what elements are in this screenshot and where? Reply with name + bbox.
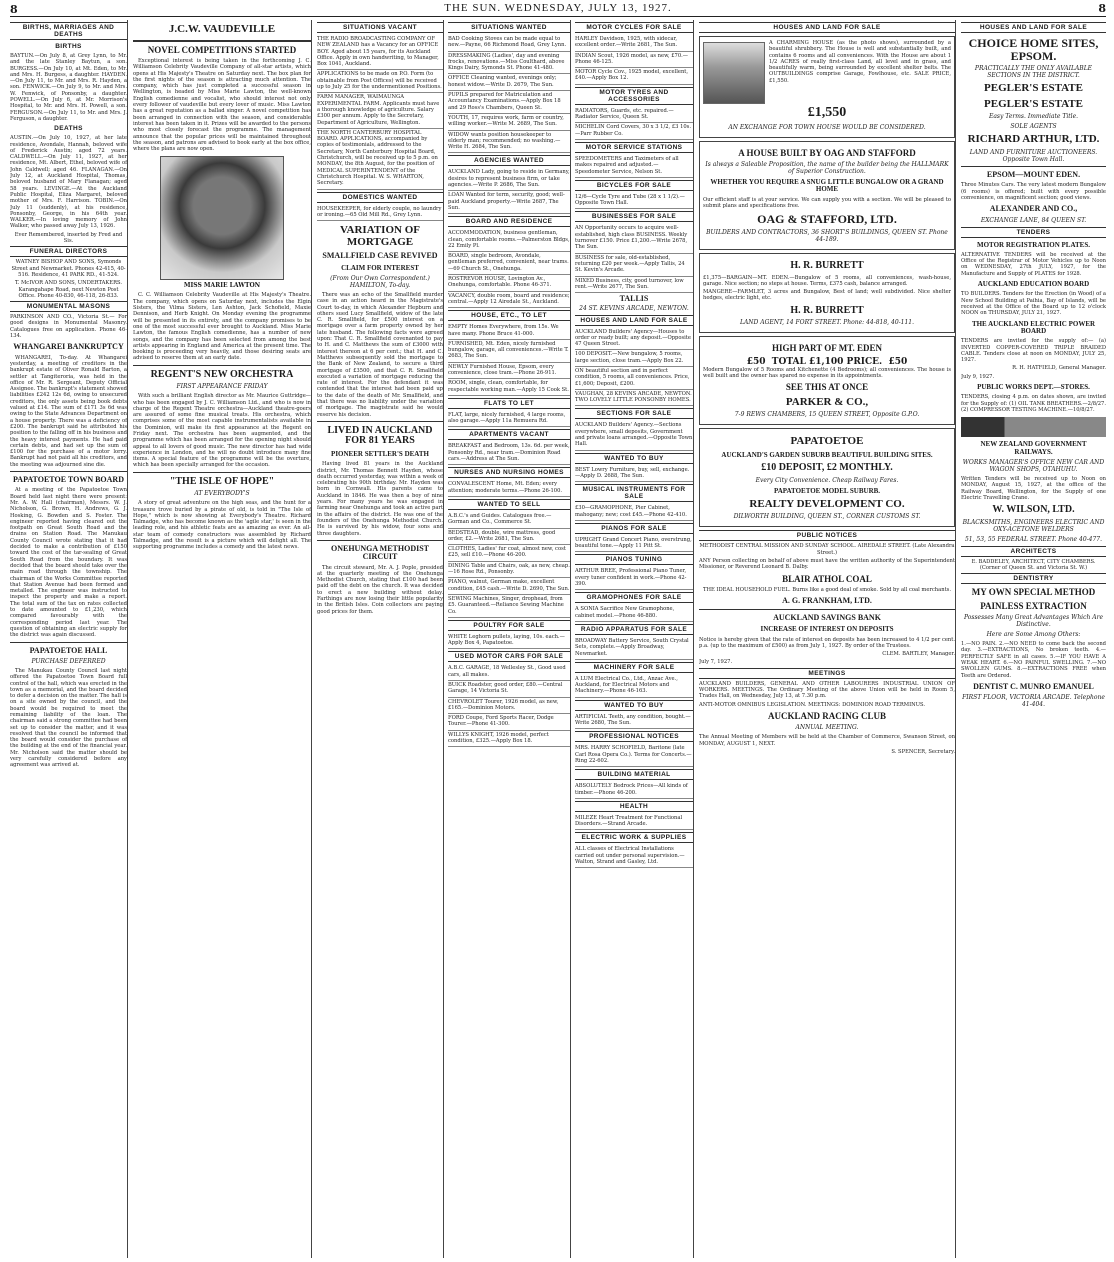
oag-address: BUILDERS AND CONTRACTORS, 36 SHORT'S BUILDINGS, QUEEN ST. Phone 44-189. <box>706 229 948 243</box>
column-real-estate <box>699 20 956 1258</box>
story-regent: With such a brilliant English director as Mr. Maurice Guttridge—who has been engaged by J. C. Williamson Ltd., and who is now in charge of the Regent Theatre orchestra—Auckland theatre-goers are assured of some fine musical treats. His orchestra, which comprises some of the most capable instrumentalists available in the Dominion, will make its first appearance at the Regent on Friday next. The orchestra has been augmented, and the programme which has been arranged for the opening night should appeal to all lovers of good music. The new director has had wide experience in London, and he will no doubt introduce many fine items. A special feature of the programme will be the overture, which has been specially arranged for the occasion. <box>133 393 311 469</box>
meeting-notice-1: AUCKLAND BUILDERS, GENERAL AND OTHER LABOURERS INDUSTRIAL UNION OF WORKERS. MEETINGS. The Ordinary Meeting of the above Union will be held in Room 5, Trades Hall, on Wednesday, July 13, at 7.30 p.m. <box>699 680 955 700</box>
classified-ad: HARLEY Davidson, 1925, with sidecar, excellent order.—Write 2681, The Sun. <box>575 35 693 52</box>
realty-address: DILWORTH BUILDING, QUEEN ST., CORNER CUSTOMS ST. <box>733 513 921 521</box>
story-whangarei: WHANGAREI, To-day. At Whangarei yesterday, a meeting of creditors in the bankrupt estate of Oliver Ronald Barton, a settler at Tangiteroria, was held in the office of Mr. R. Sergeant, Deputy Official Assignee. The bankrupt's statement showed liabilities £242 12s 6d, owing to unsecured creditors, the only assets being book debts valued at £14. The sum of £171 3s 6d was owing to the State Advances Department on a house property. There was a deficiency of £200. The bankrupt said he attributed his position to the falling off in his business and the heavy interest payments. He had paid certain debts, and had set up the sum of £100 for the purchase of a motor lorry. Bankrupt had not paid all his creditors, and the meeting was adjourned sine die. <box>10 354 127 468</box>
classified-ad: DINING Table and Chairs, oak, as new, cheap.—16 Rose Rd., Ponsonby. <box>448 562 570 579</box>
power-board-date: July 9, 1927. <box>961 373 995 380</box>
tuning-heading: PIANOS TUNING <box>575 554 693 565</box>
richard-arthur: RICHARD ARTHUR, LTD. <box>967 133 1100 146</box>
classified-ad: PIANO, walnut, German make, excellent condition, £45 cash.—Write D. 2690, The Sun. <box>448 578 570 595</box>
oag-body: Our efficient staff is at your service. We can supply you with a section. We will be pleased to submit plans and specifications free. <box>703 196 951 210</box>
classified-ad: NEWLY Furnished House, Epsom, every convenience, close tram.—Phone 26-911. <box>448 363 570 380</box>
wilson-name: W. WILSON, LTD. <box>992 504 1075 516</box>
in-memoriam: Ever Remembered, inserted by Fred and Sis. <box>14 231 123 245</box>
dental-list: 1.—NO PAIN. 2.—NO NEED to come back the second day. 3.—EXTRACTIONS, No broken teeth. 4.—PERFECTLY SAFE in all cases. 5.—IF YOU HAVE A WEAK HEART. 6.—NO PAINFUL SWELLING. 7.—NO SWOLLEN GUMS. 8.—EXTRACTIONS FREE when Teeth are Ordered. <box>961 641 1106 679</box>
subhead-isle-of-hope: AT EVERYBODY'S <box>194 490 250 498</box>
collector-notice: ANY Person collecting on behalf of above must have the written authority of the Superintendent Missioner, or Reverend Leonard B. Dalby. <box>699 558 955 571</box>
headline-isle-of-hope: "THE ISLE OF HOPE" <box>169 475 275 487</box>
headline-whangarei: WHANGAREI BANKRUPTCY <box>13 342 124 352</box>
education-heading: AUCKLAND EDUCATION BOARD <box>977 280 1090 289</box>
classified-ad: EMPTY Homes Everywhere, from 15s. We have many. Phone Bruce 41-000. <box>448 323 570 340</box>
classified-ad: FORD Coupe, Ford Sports Racer, Dodge Tourer.—Phone 41-300. <box>448 714 570 731</box>
charming-house-ad <box>699 36 955 138</box>
classified-ad: A SONIA Sacrifice New Gramophone, cabinet model.—Phone 46-880. <box>575 605 693 622</box>
classified-ad: SPEEDOMETERS and Taximeters of all makes repaired and adjusted.—Speedometer Service, Nelson St. <box>575 155 693 178</box>
classified-ad: BAD Cooking Stoves can be made equal to new.—Payne, 66 Richmond Road, Grey Lynn. <box>448 35 570 52</box>
dentist-address: FIRST FLOOR, VICTORIA ARCADE. Telephone 41-404. <box>962 694 1105 709</box>
burrett-address: LAND AGENT, 14 FORT STREET. Phone: 44-818, 40-111. <box>739 319 915 327</box>
classified-ad: MICHELIN Cord Covers, 30 x 3 1/2, £3 10s.—Parr Rubber Co. <box>575 123 693 140</box>
classified-ad: WHITE Leghorn pullets, laying, 10s. each.—Apply Box 4, Papatoetoe. <box>448 633 570 650</box>
column-classifieds-b <box>575 20 694 1258</box>
motor-cycles-heading: MOTOR CYCLES FOR SALE <box>575 22 693 33</box>
classified-ad: APPLICATIONS to be made on P.O. Form (to obtainable from Post Offices) will be received up to July 25 for the undermentioned Positions. <box>317 70 443 93</box>
classified-ad: BUICK Roadster, good order, £80.—Central Garage, 14 Victoria St. <box>448 681 570 698</box>
classified-ad: ACCOMMODATION, business gentleman, clean, comfortable rooms.—Palmerston Bldgs, 22 Emily Pl. <box>448 229 570 252</box>
public-works-heading: PUBLIC WORKS DEPT.—STORES. <box>977 383 1090 392</box>
funeral-heading: FUNERAL DIRECTORS <box>10 246 127 257</box>
burrett-name: H. R. BURRETT <box>790 260 864 271</box>
classified-ad: BEDSTEAD, double, wire mattress, good order, £2.—Write 2681, The Sun. <box>448 529 570 546</box>
papatoetoe-terms: £10 DEPOSIT, £2 MONTHLY. <box>761 462 893 474</box>
births-notices: BAYTUN.—On July 8, at Grey Lynn, to Mr. and the late Stanley Baytun, a son. BURGESS.—On July 10, at Mt. Eden, to Mr. and Mrs. H. Burgess, a daughter. HAYDEN.—On July 11, to Mr. and Mrs. R. Hayden, a son. FENWICK.—On July 9, to Mr. and Mrs. W. Fenwick, of Ponsonby, a daughter. POWELL.—On July 6, at Mr. Morrison's Hospital, to Mr. and Mrs. H. Powell, a son. FERGUSON.—On July 11, to Mr. and Mrs. J. Ferguson, a daughter. <box>10 53 127 122</box>
railways-body: Written Tenders will be received up to Noon on MONDAY, August 15, 1927, at the office of the Railway Board, Wellington, for the Supply of one Electric Travelling Crane. <box>961 475 1106 501</box>
column-births-deaths <box>10 20 128 1258</box>
column-vaudeville <box>133 20 312 1258</box>
savings-body: Notice is hereby given that the rate of interest on deposits has been increased to 4 1/2 per cent. p.a. (up to the maximum of £500) as from July 1, 1927. By order of the Trustees. <box>699 636 955 649</box>
burrett-listing-2: MANGERE—FARMLET, 3 acres and Bungalow, Best of land; well subdivided. Nice shelter hedges, electric light, etc. <box>703 289 951 302</box>
coal-name: A. G. FRANKHAM, LTD. <box>782 596 872 606</box>
alexander-address: EXCHANGE LANE, 84 QUEEN ST. <box>980 216 1087 224</box>
classified-ad: AN Opportunity occurs to acquire well-established, high class BUSINESS. Weekly turnover £150. Price £1,200.—Write 2678, The Sun. <box>575 224 693 253</box>
among-others: Here are Some Among Others: <box>986 631 1081 639</box>
sit-wanted-heading: SITUATIONS WANTED <box>448 22 570 33</box>
headline-jcw: J.C.W. VAUDEVILLE <box>168 23 276 35</box>
public-notices-heading: PUBLIC NOTICES <box>699 530 955 541</box>
pegler-terms: Easy Terms. Immediate Title. <box>988 113 1079 121</box>
coal-body: THE IDEAL HOUSEHOLD FUEL. Burns like a good deal of smoke. Sold by all coal merchants. <box>703 587 951 594</box>
savings-signature: CLEM. BARTLEY, Manager. <box>882 651 955 658</box>
choice-home-sites: CHOICE HOME SITES, EPSOM. <box>968 36 1099 63</box>
agencies-heading: AGENCIES WANTED <box>448 155 570 166</box>
total-price: TOTAL £1,100 PRICE. <box>771 356 883 367</box>
story-papatoetoe-board: At a meeting of the Papatoetoe Town Board held last night there were present: Mr. A. W. Hall (chairman), Messrs. W. J. Nicholson, G. Brown, H. Andrews, G. J. Hosking, G. Bowden and S. Foster. The engineer reported having cleared out the footpath on Great South Road and the drains on Station Road. The Manukau County Council wrote stating that it had decided to make a contribution of £150 toward the cost of the tar-sealing of Great South Road from the boundary. It was decided that the board should take over the main road through the township. The chairman of the Works Committee reported that Station Avenue had been formed and metalled. The engineer was instructed to inspect the property and make a report. The total sum of the tax on rates collected to date amounted to £1,230, which compared favourably with the corresponding period last year. The question of obtaining an electric supply for the district was again discussed. <box>10 487 127 639</box>
story-isle-of-hope: A story of great adventure on the high seas, and the hunt for a treasure trove buried by a pirate of old, is told in "The Isle of Hope," which is now showing at Everybody's Theatre. Richard Talmadge, who has become known as the 'agile star,' is seen in the leading role, and his athletic feats are as amazing as ever. An all-star team of comedy constructors was assembled by Richard Talmadge, and the result is a picture which will delight all. The supporting programme includes a comedy and the latest news. <box>133 500 311 551</box>
classified-ad: UPRIGHT Grand Concert Piano, overstrung, beautiful tone.—Apply 11 Pitt St. <box>575 536 693 553</box>
flats-heading: FLATS TO LET <box>448 398 570 409</box>
wanted-sell-heading: WANTED TO SELL <box>448 499 570 510</box>
dateline-mortgage: (From Our Own Correspondent.) HAMILTON, To-day. <box>330 274 430 289</box>
railways-subheading: WORKS MANAGER'S OFFICE NEW CAR AND WAGON SHOPS, OTAHUHU. <box>962 458 1105 473</box>
classified-ad: LOAN Wanted for term, security, good; well-paid Auckland property.—Write 2687, The Sun. <box>448 191 570 214</box>
classified-ad: 12/6—Cycle Tyre and Tube (28 x 1 1/2).—Opposite Town Hall. <box>575 193 693 210</box>
subhead-pioneer: PIONEER SETTLER'S DEATH <box>331 449 429 458</box>
subhead-regent: FIRST APPEARANCE FRIDAY <box>176 383 268 391</box>
papatoetoe-ad <box>699 428 955 527</box>
meetings-heading: MEETINGS <box>699 668 955 679</box>
oag-tagline: Is always a Saleable Proposition, the name of the builder being the HALLMARK of Superior Construction. <box>705 161 949 176</box>
oag-name: OAG & STAFFORD, LTD. <box>757 212 897 227</box>
column-notices <box>961 20 1106 1258</box>
radio-heading: RADIO APPARATUS FOR SALE <box>575 624 693 635</box>
story-papatoetoe-hall: The Manukau County Council last night offered the Papatoetoe Town Board full control of the hall, which was erected in the town as a memorial, and the board decided to defer a decision on the matter. The hall is on a site owned by the council, and the board would be required to meet the remaining liability of the loan. The chairman said a strong committee had been set up to consider the matter, and it was resolved that the council be informed that the board would consider the purchase of the building at the end of the financial year. Mr. Nicholson said the matter should be very carefully considered before any agreement was arrived at. <box>10 667 127 769</box>
sale-price: £1,550 <box>807 105 847 120</box>
gramophones-heading: GRAMOPHONES FOR SALE <box>575 592 693 603</box>
page-number-right: 8 <box>1098 2 1106 15</box>
racing-body: The Annual Meeting of Members will be held at the Chamber of Commerce, Swanson Street, on MONDAY, AUGUST 1, NEXT. <box>699 734 955 747</box>
building-heading: BUILDING MATERIAL <box>575 769 693 780</box>
education-body: TO BUILDERS. Tenders for the Erection (in Wood) of a New School Building at Paihia, Bay of Islands, will be received at the Office of the Board up to 12 o'clock NOON on THURSDAY, JULY 21, 1927. <box>961 291 1106 317</box>
classified-ad: VAUGHAN, 28 KEVINS ARCADE, NEWTON. TWO LOVELY LITTLE PONSONBY HOMES. <box>575 390 693 407</box>
houses-land-heading-2: HOUSES AND LAND FOR SALE <box>961 22 1106 33</box>
painless-extraction: PAINLESS EXTRACTION <box>980 600 1087 611</box>
story-pioneer: Having lived 81 years in the Auckland district, Mr. Thomas Bennett Hayden, whose death occurred yesterday, was within a week of celebrating his 90th birthday. Mr. Hayden was born in Cornwall. His parents came to Auckland in 1846. He was then a boy of nine years. For many years he was engaged in farming near Onehunga and took an active part in the affairs of the district. He was one of the founders of the Onehunga Methodist Church. He is survived by his widow, four sons and three daughters. <box>317 461 443 537</box>
savings-heading: AUCKLAND SAVINGS BANK <box>773 612 881 622</box>
classified-ad: FURNISHED, Mt. Eden, nicely furnished bungalow, garage, all conveniences.—Write T. 2683, The Sun. <box>448 340 570 363</box>
homes-heading: HOUSES AND LAND FOR SALE <box>575 315 693 326</box>
house-to-let-heading: HOUSE, ETC., TO LET <box>448 310 570 321</box>
classified-ad: AUCKLAND Lady, going to reside in Germany, desires to represent business firm, or take agencies.—Write P. 2686, The Sun. <box>448 168 570 191</box>
methodist-notice: METHODIST CENTRAL MISSION AND SUNDAY SCHOOL. AIREDALE STREET. (Late Alexandra Street.) <box>699 543 955 556</box>
tallis-address: 24 ST. KEVINS ARCADE, NEWTON. <box>579 304 689 312</box>
classified-ad: WILLYS KNIGHT, 1926 model, perfect condition, £325.—Apply Box 18. <box>448 731 570 748</box>
classified-ad: WIDOW wants position housekeeper to elderly man; recommended; no washing.—Write H. 2684, The Sun. <box>448 131 570 154</box>
sit-vac-heading: SITUATIONS VACANT <box>317 22 443 33</box>
classified-ad: A.B.C.'s and Guides. Catalogues free.—Gorman and Co., Commerce St. <box>448 512 570 529</box>
papatoetoe-model: PAPATOETOE MODEL SUBURB. <box>773 486 881 495</box>
classified-ad: FARM MANAGER, WAIMAUNGA EXPERIMENTAL FARM. Applicants must have a thorough knowledge of agriculture. Salary £300 per annum. Apply to the Secretary, Department of Agriculture, Wellington. <box>317 93 443 128</box>
domestic-heading: DOMESTICS WANTED <box>317 192 443 203</box>
classified-ad: ALL classes of Electrical Installations carried out under personal supervision.—Walton, Strand and Gasley, Ltd. <box>575 845 693 868</box>
charming-house-text: A CHARMING HOUSE (as the photo shows), surrounded by a beautiful shrubbery. The House is well and substantially built, and contains 6 rooms and all conveniences. With the House are about 1 1/2 ACRES of really first-class Land, all level and in grass, and beautifully warm, being surrounded by excellent shelter belts. The OUTBUILDINGS comprise Garage, Fowlhouse, etc. SALE PRICE, £1,550. <box>769 40 951 84</box>
papatoetoe-line: AUCKLAND'S GARDEN SUBURB BEAUTIFUL BUILDING SITES. <box>721 450 933 459</box>
oag-stafford-ad <box>699 141 955 250</box>
houses-land-heading: HOUSES AND LAND FOR SALE <box>699 22 955 33</box>
burrett-ad <box>699 253 955 333</box>
tenders-heading: TENDERS <box>961 227 1106 238</box>
classified-ad: MRS. HARRY SCHOFIELD, Baritone (late Carl Rosa Opera Co.). Terms for Concerts.—Ring 22-602. <box>575 744 693 767</box>
health-heading: HEALTH <box>575 801 693 812</box>
classified-ad: CHEVROLET Tourer, 1926 model, as new, £165.—Dominion Motors. <box>448 698 570 715</box>
classified-ad: 100 DEPOSIT.—New bungalow, 5 rooms, large section, close tram.—Apply Box 22. <box>575 350 693 367</box>
public-works-body: TENDERS, closing 4 p.m. on dates shown, are invited for the Supply of: (1) OIL TANK BREATHERS.—2/8/27. (2) COMPRESSOR TESTING MACHINE.—10/8/27. <box>961 394 1106 413</box>
painless-subheading: Possesses Many Great Advantages Which Are Distinctive. <box>963 614 1103 629</box>
pianos-heading: PIANOS FOR SALE <box>575 523 693 534</box>
to-buy-heading: WANTED TO BUY <box>575 700 693 711</box>
realty-name: REALTY DEVELOPMENT CO. <box>749 497 905 510</box>
headline-lived-auckland: LIVED IN AUCKLAND FOR 81 YEARS <box>327 424 433 447</box>
deaths-notices: AUSTIN.—On July 10, 1927, at her late residence, Avondale, Hannah, beloved wife of Frederick Austin; aged 72 years. CALDWELL.—On July 11, 1927, at her residence, Mt. Albert, Ethel, beloved wife of John Caldwell; aged 46. FLANAGAN.—On July 12, at Auckland Hospital, Thomas, beloved husband of Mary Flanagan; aged 58 years. LEVINGE.—At the Auckland Public Hospital, Eliza Margaret, beloved mother of Mrs. F. Harrison. TOBIN.—On July 11 (suddenly), at his residence, Ponsonby, George, in his 64th year. WALKER.—In loving memory of John Walker, who passed away July 13, 1926. <box>10 135 127 230</box>
classified-ad: MIXED Business, city, good turnover, low rent.—Write 2677, The Sun. <box>575 277 693 294</box>
classified-ad: CONVALESCENT Home, Mt. Eden; every attention; moderate terms.—Phone 26-100. <box>448 480 570 497</box>
subhead-smallfield: SMALLFIELD CASE REVIVED <box>322 251 438 261</box>
classified-ad: PUPILS prepared for Matriculation and Accountancy Examinations.—Apply Box 18 and 29 Ross's Chambers, Queen St. <box>448 91 570 114</box>
deaths-subheading: DEATHS <box>54 125 83 133</box>
choice-subheading: PRACTICALLY THE ONLY AVAILABLE SECTIONS IN THE DISTRICT. <box>974 65 1093 80</box>
story-jcw-2: C. C. Williamson Celebrity Vaudeville at His Majesty's Theatre. The company, which opens on Saturday next, includes the Elgin Sisters, the Vilma Sisters, Len Ashton, Jack Schofield, Maxie Dennison, and Herb Knight. On Monday evening the programme will be presented in its entirety, and the company promises to be one of the most successful ever brought to Auckland. Miss Marie Lawton, the famous English comedienne, has a number of new songs, and the company has been selected from among the best artists appearing in England and America at the present time. The booking is proceeding very heavily, and those desiring seats are advised to reserve them at an early date. <box>133 292 311 362</box>
classified-ad: CLOTHES, Ladies' fur coat, almost new, cost £25, sell £10.—Phone 46-200. <box>448 545 570 562</box>
classified-ad: INDIAN Scout, 1926 model, as new, £70.—Phone 46-125. <box>575 52 693 69</box>
oag-subheading: WHETHER YOU REQUIRE A SNUG LITTLE BUNGALOW OR A GRAND HOME <box>710 178 944 194</box>
electric-heading: ELECTRIC WORK & SUPPLIES <box>575 832 693 843</box>
classified-ad: ROSTREVOR HOUSE, Lovington Av., Onehunga, comfortable. Phone 46-371. <box>448 275 570 292</box>
racing-signature: S. SPENCER, Secretary. <box>891 748 955 755</box>
mt-eden-heading: HIGH PART OF MT. EDEN <box>771 343 883 354</box>
sole-agents: SOLE AGENTS <box>1010 123 1057 131</box>
tyres-heading: MOTOR TYRES AND ACCESSORIES <box>575 87 693 105</box>
monumental-heading: MONUMENTAL MASONS <box>10 301 127 312</box>
architects-heading: ARCHITECTS <box>961 546 1106 557</box>
bicycles-heading: BICYCLES FOR SALE <box>575 180 693 191</box>
classified-ad: BOARD, single bedroom, Avondale, gentleman preferred, convenient, near trams.—69 Church St., Onehunga. <box>448 252 570 275</box>
subhead-competitions: NOVEL COMPETITIONS STARTED <box>147 44 297 55</box>
headline-papatoetoe-hall: PAPATOETOE HALL <box>29 645 108 655</box>
classified-ad: YOUTH, 17, requires work, farm or country, willing worker.—Write M. 2689, The Sun. <box>448 114 570 131</box>
used-cars-heading: USED MOTOR CARS FOR SALE <box>448 651 570 662</box>
subhead-papatoetoe-hall: PURCHASE DEFERRED <box>31 657 106 665</box>
motor-plates-body: ALTERNATIVE TENDERS will be received at the Office of the Registrar of Motor Vehicles up to Noon on WEDNESDAY, 27th JULY, 1927, for the Manufacture and Supply of PLATES for 1928. <box>961 251 1106 277</box>
cash-left: £50 <box>746 356 766 367</box>
page-number-left: 8 <box>10 3 18 16</box>
classified-ad: BROADWAY Battery Service, South Crystal Sets, complete.—Apply Broadway, Newmarket. <box>575 637 693 660</box>
epsom-body: Three Minutes Cars. The very latest modern Bungalow (6 rooms) is offered; built with every possible convenience, on magnificent section; good views. <box>961 182 1106 201</box>
headline-papatoetoe-board: PAPATOETOE TOWN BOARD <box>13 475 124 485</box>
board-heading: BOARD AND RESIDENCE <box>448 216 570 227</box>
house-photo <box>703 42 765 104</box>
service-heading: MOTOR SERVICE STATIONS <box>575 142 693 153</box>
classified-ad: ARTIFICIAL Teeth, any condition, bought.—Write 2680, The Sun. <box>575 713 693 730</box>
apartments-heading: APARTMENTS VACANT <box>448 429 570 440</box>
classified-ad: THE RADIO BROADCASTING COMPANY OF NEW ZEALAND has a Vacancy for an OFFICE BOY. Aged about 15 years, for its Auckland Office. Apply in own handwriting, to Manager, Box 1041, Auckland. <box>317 35 443 70</box>
nurses-heading: NURSES AND NURSING HOMES <box>448 467 570 478</box>
classified-ad: AUCKLAND Builders' Agency.—Sections everywhere, small deposits, Government and private loans arranged.—Opposite Town Hall. <box>575 421 693 450</box>
story-jcw: Exceptional interest is being taken in the forthcoming J. C. Williamson Celebrity Vaudeville Company of all-star artists, which opens at His Majesty's Theatre on Saturday next. The box plan for the first nights of the season is attracting much attention. The company, which has just completed a successful season in Wellington, is headed by Miss Marie Lawton, the well-known English comedienne and vocalist, who should interest not only every follower of vaudeville but every lover of music. Miss Lawton has a great reputation as a ballad singer. A novel competition has been arranged in connection with the season, and considerable interest has been taken in it. Prizes will be awarded to the persons who most closely forecast the programme. The management announce that the popular prices will be maintained throughout the season, and patrons are advised to book early at the box office, where the plans are now open. <box>133 57 311 153</box>
railway-engine-icon <box>961 417 1106 437</box>
exchange-note: AN EXCHANGE FOR TOWN HOUSE WOULD BE CONSIDERED. <box>728 123 926 131</box>
power-board-body: TENDERS are invited for the supply of:— (a) INVERTED COPPER-COVERED TRIPLE BRAIDED CABLE. Tenders close at noon on MONDAY, JULY 25, 1927. <box>961 338 1106 364</box>
classified-ad: THE NORTH CANTERBURY HOSPITAL BOARD. APPLICATIONS, accompanied by copies of testimonials, addressed to the Secretary, North Canterbury Hospital Board, Christchurch, will be received up to 5 p.m. on MONDAY, the 8th August, for the position of MEDICAL SUPERINTENDENT of the Christchurch Hospital. W. S. WHARTON, Secretary. <box>317 129 443 190</box>
coal-heading: BLAIR ATHOL COAL <box>782 573 872 584</box>
classified-ad: OFFICE Cleaning wanted, evenings only; honest widow.—Write D. 2679, The Sun. <box>448 74 570 91</box>
classified-ad: ARTHUR BREE, Professional Piano Tuner, every tuner confident in work.—Phone 42-390. <box>575 567 693 590</box>
story-mortgage: There was an echo of the Smallfield murder case in an action heard in the Magistrate's Court to-day, in which Alexander Hepburn and others sued Lucy Smallfield, widow of the late C. R. Smallfield, for £500 interest on a mortgage over a farm property owned by her late husband. The following facts were agreed upon: That C. R. Smallfield covenanted to pay to H. and C. Matthews the sum of £3000 with interest thereon at 6 per cent.; that H. and C. Matthews subsequently sold the mortgage to the Bank of New Zealand, to secure a third mortgage of £3500, and that C. R. Smallfield executed a variation of mortgage reducing the rate of interest. For the defendant it was contended that the interest had been paid up to the date of the death of Mr. Smallfield, and that there was no liability under the variation of mortgage. The magistrate said he would reserve his decision. <box>317 291 443 418</box>
mt-eden-ad <box>699 336 955 425</box>
classified-ad: DRESSMAKING (Ladies', day and evening frocks, renovations.—Miss Coulthard, above Kings Dairy, Symonds St. Phone 41-480. <box>448 52 570 75</box>
wilson-address: 51, 53, 55 FEDERAL STREET. Phone 40-477. <box>964 535 1103 543</box>
classified-ad: A LUM Electrical Co., Ltd., Anzac Ave., Auckland, for Electrical Motors and Machinery.—Phone 46-163. <box>575 675 693 698</box>
dentist-name: DENTIST C. MUNRO EMANUEL <box>973 681 1094 691</box>
classified-ad: FLAT, large, nicely furnished, 4 large rooms, also garage.—Apply 11a Remuera Rd. <box>448 411 570 428</box>
monumental-ad: PARKINSON AND CO., Victoria St.— For good designs in Monumental Masonry. Catalogues free on application. Phone 46-134. <box>10 314 127 339</box>
classified-ad: A.B.C. GARAGE, 18 Wellesley St., Good used cars, all makes. <box>448 664 570 681</box>
classified-ad: ROOM, single, clean, comfortable, for respectable working man.—Apply 15 Cook St. <box>448 379 570 396</box>
mt-eden-body: Modern Bungalow of 5 Rooms and Kitchenette (4 Bedrooms); all conveniences. The house is well built and the owner has spared no expense in its appointments. <box>703 366 951 379</box>
oag-heading: A HOUSE BUILT BY OAG AND STAFFORD <box>738 147 916 158</box>
machinery-heading: MACHINERY FOR SALE <box>575 662 693 673</box>
poultry-heading: POULTRY FOR SALE <box>448 620 570 631</box>
headline-onehunga: ONEHUNGA METHODIST CIRCUIT <box>330 543 429 562</box>
business-heading: BUSINESSES FOR SALE <box>575 211 693 222</box>
classified-ad: BREAKFAST and Bedroom, 13s. 6d. per week, Ponsonby Rd., near tram.—Dominion Road cars.—Address at The Sun. <box>448 442 570 465</box>
alexander-name: ALEXANDER AND CO., <box>989 204 1078 214</box>
classified-ad: ON beautiful section and in perfect condition, 5 rooms, all conveniences. Price, £1,600; Deposit, £200. <box>575 367 693 390</box>
births-heading: BIRTHS, MARRIAGES AND DEATHS <box>10 22 127 40</box>
classified-ad: BUSINESS for sale, old-established, returning £20 per week.—Apply Tallis, 24 St. Kevin's Arcade. <box>575 254 693 277</box>
classified-ad: ABSOLUTELY Bedrock Prices—All kinds of timber.—Phone 46-200. <box>575 782 693 799</box>
racing-subheading: ANNUAL MEETING. <box>795 724 859 732</box>
classified-ad: HOUSEKEEPER, for elderly couple, no laundry or ironing.—65 Old Mill Rd., Grey Lynn. <box>317 205 443 222</box>
motor-plates-heading: MOTOR REGISTRATION PLATES. <box>977 240 1090 249</box>
parker-name: PARKER & CO., <box>785 395 869 408</box>
photo-caption: MISS MARIE LAWTON <box>183 282 261 290</box>
headline-mortgage: VARIATION OF MORTGAGE <box>340 224 420 248</box>
racing-heading: AUCKLAND RACING CLUB <box>767 710 886 721</box>
burrett-listing-1: £1,375—BARGAIN—MT. EDEN.—Bungalow of 5 rooms, all conveniences, wash-house, garage. Nice section; no steps at house. Terms, £375 cash, balance arranged. <box>703 274 951 287</box>
classified-ad: MILEZE Heart Treatment for Functional Disorders.—Strand Arcade. <box>575 814 693 831</box>
meeting-notice-2: ANTI-MOTOR OMNIBUS LEGISLATION. MEETINGS: DOMINION ROAD TERMINUS. <box>699 701 926 708</box>
see-this: SEE THIS AT ONCE <box>785 382 869 393</box>
savings-subheading: INCREASE OF INTEREST ON DEPOSITS <box>760 625 894 634</box>
cash-right: £50 <box>888 356 908 367</box>
papatoetoe-tag: Every City Convenience. Cheap Railway Fares. <box>755 476 899 484</box>
sections-heading: SECTIONS FOR SALE <box>575 408 693 419</box>
classified-ad: AUCKLAND Builders' Agency—Houses to order or ready built; any deposit.—Opposite 47 Queen Street. <box>575 328 693 351</box>
wilson-subheading: BLACKSMITHS, ENGINEERS ELECTRIC AND OXY-ACETONE WELDERS <box>962 518 1105 533</box>
subhead-interest: CLAIM FOR INTEREST <box>341 263 419 272</box>
classified-ad: MOTOR Cycle Cov., 1925 model, excellent, £40.—Apply Box 12. <box>575 68 693 85</box>
parker-address: 7-9 REWS CHAMBERS, 15 QUEEN STREET, Opposite G.P.O. <box>734 411 920 419</box>
burrett-name-2: H. R. BURRETT <box>790 304 864 316</box>
story-onehunga: The circuit steward, Mr. A. J. Pople, presided at the quarterly meeting of the Onehunga Methodist Church, stating that £100 had been paid off the debt on the church. It was decided to erect a new building without delay. Farthings are now losing their little popularity in the British Isles. Coin collectors are paying good prices for them. <box>317 564 443 615</box>
pegler-estate-2: PEGLER'S ESTATE <box>984 97 1083 110</box>
column-situations-vacant <box>317 20 444 1258</box>
railways-heading: NEW ZEALAND GOVERNMENT RAILWAYS. <box>980 440 1087 456</box>
classified-ad: RADIATORS, Guards, etc. repaired.—Radiator Service, Queen St. <box>575 107 693 124</box>
tallis-name: TALLIS <box>619 294 649 304</box>
own-method: MY OWN SPECIAL METHOD <box>971 587 1096 598</box>
funeral-ad-1: WATNEY BISHOP AND SONS, Symonds Street and Newmarket. Phones 42-415, 40-516. Residence, 41 PARK RD., 41-524. <box>11 259 126 278</box>
pegler-estate-1: PEGLER'S ESTATE <box>984 82 1083 95</box>
papatoetoe-heading: PAPATOETOE <box>790 435 864 448</box>
architect-ad: E. BADDELEY, ARCHITECT, CITY CHAMBERS. (Corner of Queen St. and Victoria St. W.) <box>971 558 1096 571</box>
power-board-heading: THE AUCKLAND ELECTRIC POWER BOARD <box>971 319 1096 335</box>
wanted-buy-heading: WANTED TO BUY <box>575 453 693 464</box>
portrait-photo <box>160 156 284 280</box>
epsom-heading: EPSOM—MOUNT EDEN. <box>986 169 1081 179</box>
dentistry-heading: DENTISTRY <box>961 573 1106 584</box>
professional-heading: PROFESSIONAL NOTICES <box>575 731 693 742</box>
classified-ad: £30—GRAMOPHONE, Pier Cabinet, mahogany; new; cost £45.—Phone 42-410. <box>575 504 693 521</box>
classified-ad: BEST Lowry Furniture, buy, sell, exchange.—Apply D. 2688, The Sun. <box>575 466 693 483</box>
masthead <box>10 2 1106 17</box>
headline-regent: REGENT'S NEW ORCHESTRA <box>150 368 294 380</box>
births-subheading: BIRTHS <box>55 43 82 50</box>
classified-ad: SEWING Machines, Singer, drophead, from £5. Guaranteed.—Reliance Sewing Machine Co. <box>448 595 570 618</box>
column-classifieds-a <box>448 20 571 1258</box>
funeral-ad-2: T. McIVOR AND SONS, UNDERTAKERS. Karangahape Road, next Newton Post Office. Phone 40-830, 46-118, 26-833. <box>14 280 122 299</box>
newspaper-title: THE SUN. WEDNESDAY, JULY 13, 1927. <box>444 2 672 14</box>
richard-arthur-sub: LAND AND FURNITURE AUCTIONEERS. Opposite Town Hall. <box>969 148 1098 163</box>
music-heading: MUSICAL INSTRUMENTS FOR SALE <box>575 484 693 502</box>
power-board-signature: R. H. HATFIELD, General Manager. <box>1012 365 1106 372</box>
savings-date: July 7, 1927. <box>699 659 733 666</box>
classified-ad: VACANCY, double room, board and residence; central.—Apply 12 Airedale St., Auckland. <box>448 292 570 309</box>
